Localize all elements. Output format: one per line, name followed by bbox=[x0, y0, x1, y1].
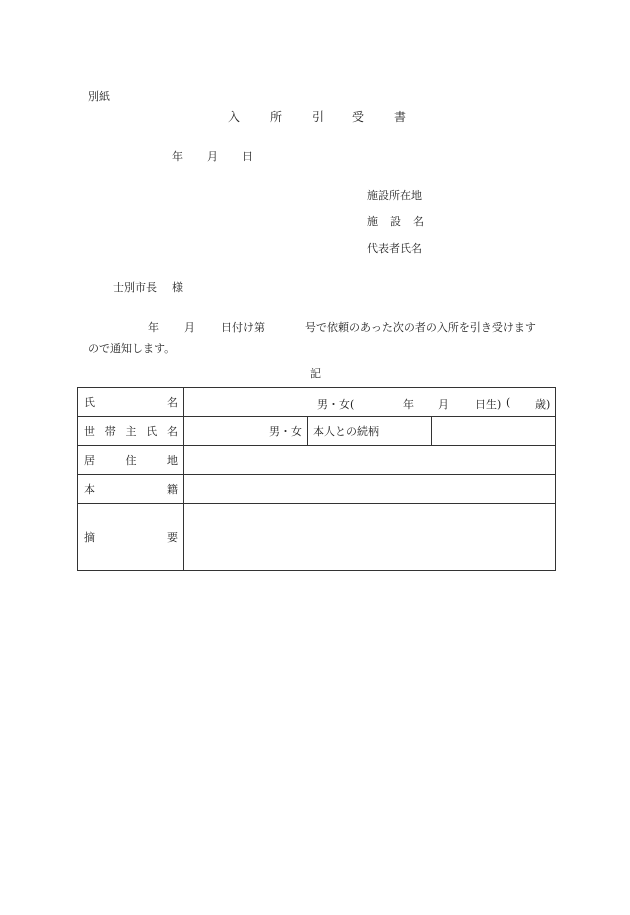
label-char: 居 bbox=[84, 454, 95, 467]
ki-label: 記 bbox=[310, 367, 321, 380]
title-char-3: 引 bbox=[312, 110, 325, 124]
birth-month: 月 bbox=[438, 398, 449, 411]
label-household-head bbox=[78, 417, 184, 446]
household-sex-choice: 男・女 bbox=[269, 425, 302, 438]
birth-day: 日生) bbox=[475, 398, 502, 411]
body-line-2: ので通知します。 bbox=[88, 342, 176, 355]
label-char: 要 bbox=[167, 531, 178, 544]
date-day: 日 bbox=[242, 150, 253, 163]
table-row bbox=[78, 388, 556, 417]
date-year: 年 bbox=[172, 150, 183, 163]
age-open: ( bbox=[506, 396, 511, 409]
facility-name-char-2: 設 bbox=[390, 215, 401, 228]
label-char: 籍 bbox=[167, 483, 178, 496]
label-remarks bbox=[78, 504, 184, 571]
body-year: 年 bbox=[148, 321, 159, 334]
label-residence bbox=[78, 446, 184, 475]
domicile-field[interactable] bbox=[184, 475, 556, 504]
label-char: 住 bbox=[125, 454, 137, 467]
label-char: 名 bbox=[167, 425, 178, 438]
table-row bbox=[78, 504, 556, 571]
honorific: 様 bbox=[172, 281, 183, 294]
facility-name-char-1: 施 bbox=[367, 215, 378, 228]
label-char: 本 bbox=[84, 483, 95, 496]
birth-year: 年 bbox=[403, 398, 414, 411]
title-char-5: 書 bbox=[394, 110, 407, 124]
relation-field[interactable] bbox=[432, 417, 556, 446]
name-field[interactable] bbox=[184, 388, 556, 417]
addressee: 士別市長 bbox=[113, 281, 157, 294]
label-domicile bbox=[78, 475, 184, 504]
remarks-field[interactable] bbox=[184, 504, 556, 571]
label-char: 帯 bbox=[104, 425, 116, 438]
title-char-4: 受 bbox=[352, 110, 365, 124]
label-char: 氏 bbox=[146, 425, 158, 438]
title-char-2: 所 bbox=[270, 110, 283, 124]
table-row bbox=[78, 446, 556, 475]
label-char: 世 bbox=[84, 425, 95, 438]
label-name bbox=[78, 388, 184, 417]
body-day-dated: 日付け第 bbox=[221, 321, 265, 334]
attachment-label: 別紙 bbox=[88, 90, 110, 103]
facility-address-label: 施設所在地 bbox=[367, 189, 422, 202]
relation-text: 本人との続柄 bbox=[313, 425, 379, 438]
representative-label: 代表者氏名 bbox=[367, 242, 422, 255]
facility-name-char-3: 名 bbox=[413, 215, 424, 228]
label-char: 氏 bbox=[84, 396, 95, 409]
relation-label bbox=[308, 417, 432, 446]
age-close: 歳) bbox=[535, 398, 551, 411]
title-char-1: 入 bbox=[228, 110, 241, 124]
date-month: 月 bbox=[207, 150, 218, 163]
sex-choice: 男・女( bbox=[317, 398, 355, 411]
label-char: 摘 bbox=[84, 531, 95, 544]
residence-field[interactable] bbox=[184, 446, 556, 475]
body-rest: 号で依頼のあった次の者の入所を引き受けます bbox=[305, 321, 536, 334]
label-char: 地 bbox=[167, 454, 178, 467]
record-table bbox=[77, 387, 556, 571]
label-char: 名 bbox=[167, 396, 178, 409]
household-head-field[interactable] bbox=[184, 417, 308, 446]
table-row bbox=[78, 417, 556, 446]
table-row bbox=[78, 475, 556, 504]
body-month: 月 bbox=[184, 321, 195, 334]
label-char: 主 bbox=[125, 425, 137, 438]
